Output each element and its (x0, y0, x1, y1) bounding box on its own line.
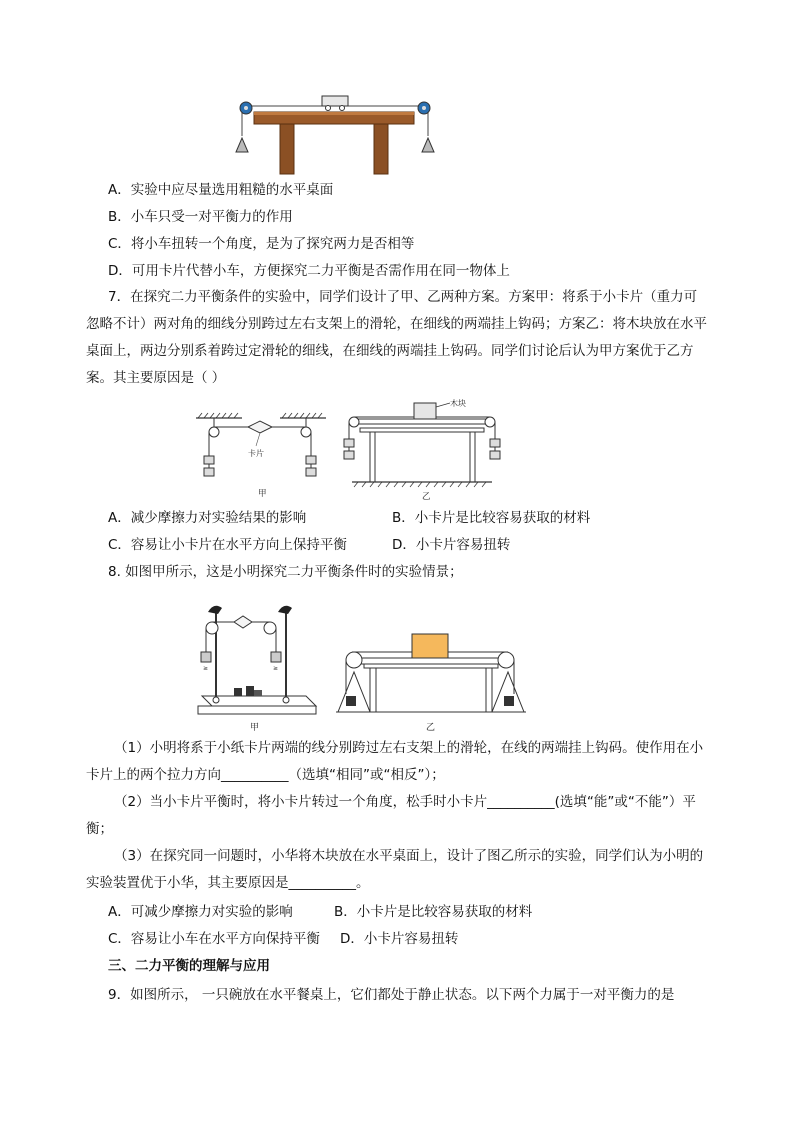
q8-option-a: A．可减少摩擦力对实验的影响 (108, 904, 293, 920)
q8-part2: （2）当小卡片平衡时，将小卡片转过一个角度，松手时小卡片__________(选填“能”或“不能”）平衡； (86, 794, 696, 837)
q7-block-label: 木块 (450, 399, 466, 408)
q8-jia-label: 甲 (250, 723, 260, 733)
q7-figure-jia (192, 410, 332, 502)
q7-figure-yi (342, 395, 502, 505)
q7-card-label: 卡片 (248, 449, 264, 458)
q7-yi-label: 乙 (422, 492, 431, 502)
q6-option-d: D．可用卡片代替小车，方便探究二力平衡是否需作用在同一物体上 (108, 263, 510, 279)
q7-option-a: A．减少摩擦力对实验结果的影响 (108, 510, 307, 526)
q7-option-b: B．小卡片是比较容易获取的材料 (392, 510, 591, 526)
q8-part3: （3）在探究同一问题时，小华将木块放在水平桌面上，设计了图乙所示的实验，同学们认为小明的实验装置优于小华，其主要原因是__________。 (86, 848, 704, 891)
q6-option-c: C．将小车扭转一个角度，是为了探究两力是否相等 (108, 236, 415, 252)
section-3-heading: 三、二力平衡的理解与应用 (108, 958, 270, 974)
q8-yi-label: 乙 (426, 723, 436, 733)
svg-text:≥: ≥ (273, 665, 279, 672)
svg-text:≥: ≥ (203, 665, 209, 672)
q7-stem: 7．在探究二力平衡条件的实验中，同学们设计了甲、乙两种方案。方案甲：将系于小卡片（重力可忽略不计）两对角的细线分别跨过左右支架上的滑轮，在细线的两端挂上钩码；方案乙：将木块放在水平桌面上，两边分别系着跨过定滑轮的细线，在细线的两端挂上钩码。同学们讨论后认为甲方案优于乙方案。其主要原因是（ ） (86, 289, 707, 386)
q8-figure-jia (194, 600, 318, 736)
cart-table-figure (232, 92, 438, 176)
q6-option-a: A．实验中应尽量选用粗糙的水平桌面 (108, 182, 334, 198)
q8-stem: 8. 如图甲所示，这是小明探究二力平衡条件时的实验情景； (108, 564, 463, 580)
q8-option-d: D．小卡片容易扭转 (340, 931, 459, 947)
q7-option-d: D．小卡片容易扭转 (392, 537, 511, 553)
q8-part1: （1）小明将系于小纸卡片两端的线分别跨过左右支架上的滑轮，在线的两端挂上钩码。使作用在小卡片上的两个拉力方向__________（选填“相同”或“相反”）； (86, 740, 704, 783)
q7-jia-label: 甲 (258, 489, 267, 499)
q8-option-b: B．小卡片是比较容易获取的材料 (334, 904, 533, 920)
q8-figure-yi (336, 632, 526, 736)
q7-option-c: C．容易让小卡片在水平方向上保持平衡 (108, 537, 347, 553)
q6-option-b: B．小车只受一对平衡力的作用 (108, 209, 293, 225)
q8-option-c: C．容易让小车在水平方向保持平衡 (108, 931, 320, 947)
q9-stem: 9．如图所示， 一只碗放在水平餐桌上，它们都处于静止状态。以下两个力属于一对平衡力的是 (108, 987, 675, 1003)
